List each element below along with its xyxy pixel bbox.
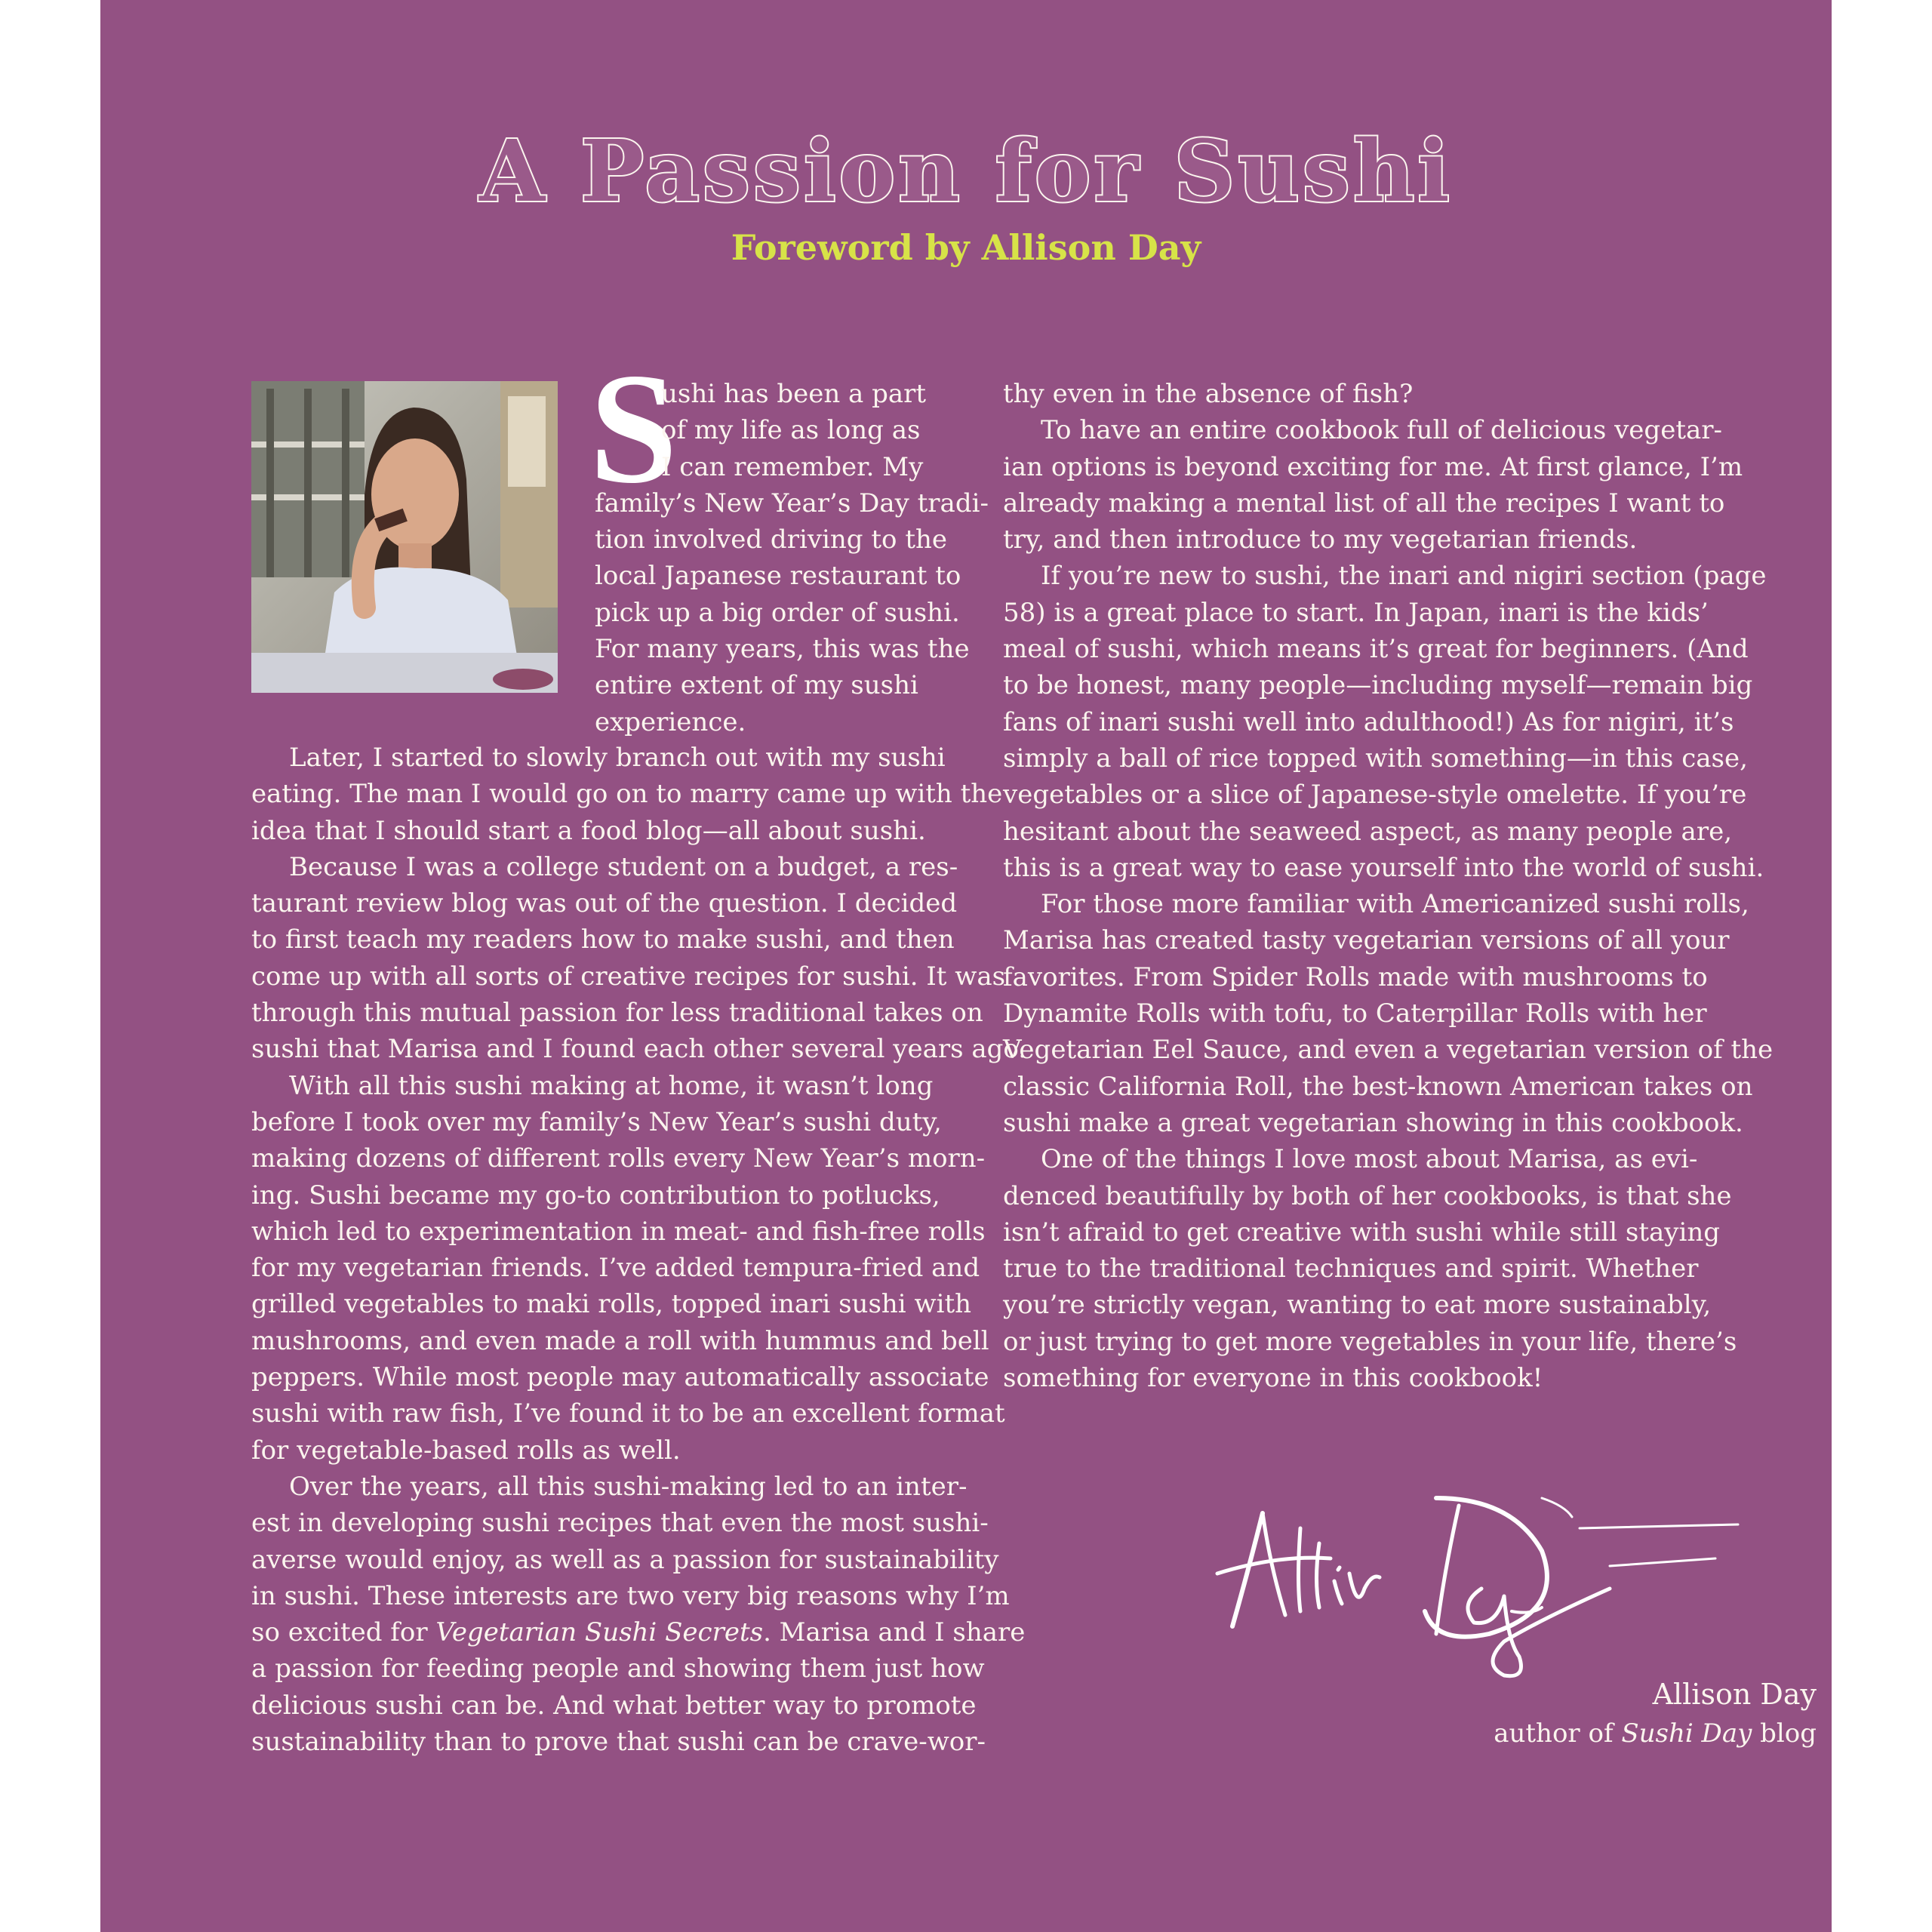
text-line: If you’re new to sushi, the inari and nigiri section (page: [1041, 561, 1767, 592]
text-line: hesitant about the seaweed aspect, as many people are,: [1003, 816, 1733, 847]
text-line: denced beautifully by both of her cookbooks, is that she: [1003, 1180, 1732, 1211]
foreword-page: [100, 0, 1832, 1932]
text-line: something for everyone in this cookbook!: [1003, 1363, 1543, 1394]
text-line: ushi has been a part: [661, 379, 927, 409]
text-line: ian options is beyond exciting for me. At first glance, I’m: [1003, 451, 1743, 482]
text-line: Later, I started to slowly branch out with my sushi: [289, 743, 946, 773]
text-line: come up with all sorts of creative recipes for sushi. It was: [251, 961, 1006, 992]
text-line: meal of sushi, which means it’s great for beginners. (And: [1003, 634, 1749, 665]
text-line: a passion for feeding people and showing them just how: [251, 1654, 985, 1684]
text-line: to be honest, many people—including myself—remain big: [1003, 670, 1753, 701]
text-line: isn’t afraid to get creative with sushi while still staying: [1003, 1217, 1721, 1247]
text-line: to first teach my readers how to make sushi, and then: [251, 924, 955, 955]
text-segment: . Marisa and I share: [763, 1617, 1026, 1648]
text-line: For many years, this was the: [595, 634, 970, 665]
text-line: favorites. From Spider Rolls made with mushrooms to: [1003, 961, 1708, 992]
text-line: through this mutual passion for less traditional takes on: [251, 998, 983, 1029]
text-line: or just trying to get more vegetables in your life, there’s: [1003, 1326, 1737, 1357]
author-role-suffix: blog: [1752, 1718, 1817, 1749]
text-line: delicious sushi can be. And what better way to promote: [251, 1690, 977, 1721]
text-line: sushi that Marisa and I found each other several years ago.: [251, 1034, 1027, 1065]
text-line: vegetables or a slice of Japanese-style omelette. If you’re: [1003, 780, 1747, 811]
text-line: fans of inari sushi well into adulthood!) As for nigiri, it’s: [1003, 706, 1734, 737]
text-line: true to the traditional techniques and spirit. Whether: [1003, 1254, 1699, 1284]
text-line: classic California Roll, the best-known American takes on: [1003, 1071, 1753, 1102]
text-line: local Japanese restaurant to: [595, 561, 961, 592]
text-line: I can remember. My: [661, 451, 924, 482]
blog-title: Sushi Day: [1621, 1718, 1752, 1749]
text-line: sustainability than to prove that sushi can be crave-wor-: [251, 1727, 986, 1758]
text-line: which led to experimentation in meat- and fish-free rolls: [251, 1216, 986, 1247]
author-role: [1232, 1715, 1817, 1752]
text-line: One of the things I love most about Marisa, as evi-: [1041, 1144, 1698, 1175]
text-line: For those more familiar with Americanized sushi rolls,: [1041, 889, 1749, 920]
book-title: Vegetarian Sushi Secrets: [435, 1617, 764, 1648]
text-line: peppers. While most people may automatically associate: [251, 1362, 989, 1393]
page-title: A Passion for Sushi: [479, 122, 1453, 221]
text-line: entire extent of my sushi: [595, 670, 918, 701]
text-line: Dynamite Rolls with tofu, to Caterpillar Rolls with her: [1003, 998, 1707, 1029]
text-line: Vegetarian Eel Sauce, and even a vegetarian version of the: [1003, 1035, 1774, 1066]
text-line: you’re strictly vegan, wanting to eat more sustainably,: [1003, 1290, 1712, 1321]
text-line: mushrooms, and even made a roll with hummus and bell: [251, 1325, 989, 1356]
text-segment: so excited for: [251, 1617, 436, 1648]
author-photo: [251, 381, 558, 693]
text-line: pick up a big order of sushi.: [595, 597, 960, 628]
text-line: 58) is a great place to start. In Japan, inari is the kids’: [1003, 597, 1709, 628]
text-line: grilled vegetables to maki rolls, topped inari sushi with: [251, 1289, 972, 1320]
text-line: Because I was a college student on a budget, a res-: [289, 851, 958, 882]
drop-cap: S: [589, 341, 678, 516]
text-line: averse would enjoy, as well as a passion for sustainability: [251, 1544, 999, 1575]
right-column: [1003, 376, 1774, 1396]
text-line: before I took over my family’s New Year’s sushi duty,: [251, 1106, 942, 1137]
text-line: ing. Sushi became my go-to contribution to potlucks,: [251, 1180, 940, 1211]
text-line: sushi with raw fish, I’ve found it to be an excellent format: [251, 1398, 1005, 1429]
text-line: thy even in the absence of fish?: [1003, 379, 1414, 409]
handwritten-signature: [1187, 1483, 1761, 1687]
text-line: eating. The man I would go on to marry came up with the: [251, 779, 1003, 810]
text-line: sushi make a great vegetarian showing in this cookbook.: [1003, 1107, 1743, 1138]
intro-paragraph: [595, 376, 1048, 740]
text-line: To have an entire cookbook full of delicious vegetar-: [1041, 415, 1722, 446]
text-line: in sushi. These interests are two very big reasons why I’m: [251, 1580, 1010, 1611]
text-line: this is a great way to ease yourself into the world of sushi.: [1003, 852, 1764, 883]
text-line: With all this sushi making at home, it wasn’t long: [289, 1070, 934, 1101]
text-line: for my vegetarian friends. I’ve added tempura-fried and: [251, 1253, 980, 1284]
text-line: of my life as long as: [661, 415, 921, 446]
text-line: already making a mental list of all the recipes I want to: [1003, 488, 1725, 518]
text-line: making dozens of different rolls every New Year’s morn-: [251, 1143, 986, 1174]
text-line: simply a ball of rice topped with something—in this case,: [1003, 743, 1748, 774]
text-line: family’s New Year’s Day tradi-: [595, 488, 989, 518]
text-line: for vegetable-based rolls as well.: [251, 1435, 681, 1466]
text-line: taurant review blog was out of the question. I decided: [251, 888, 958, 919]
left-column: [251, 740, 1027, 1760]
author-name: Allison Day: [1652, 1678, 1817, 1711]
text-line: idea that I should start a food blog—all about sushi.: [251, 815, 926, 846]
page-subtitle: Foreword by Allison Day: [731, 227, 1201, 268]
text-line: Over the years, all this sushi-making led to an inter-: [289, 1471, 968, 1502]
text-line: try, and then introduce to my vegetarian friends.: [1003, 525, 1638, 555]
text-line: experience.: [595, 706, 746, 737]
text-line: Marisa has created tasty vegetarian versions of all your: [1003, 925, 1730, 956]
text-line: [251, 1614, 1026, 1651]
text-line: est in developing sushi recipes that even the most sushi-: [251, 1508, 989, 1539]
author-role-prefix: author of: [1494, 1718, 1622, 1749]
text-line: tion involved driving to the: [595, 525, 948, 555]
